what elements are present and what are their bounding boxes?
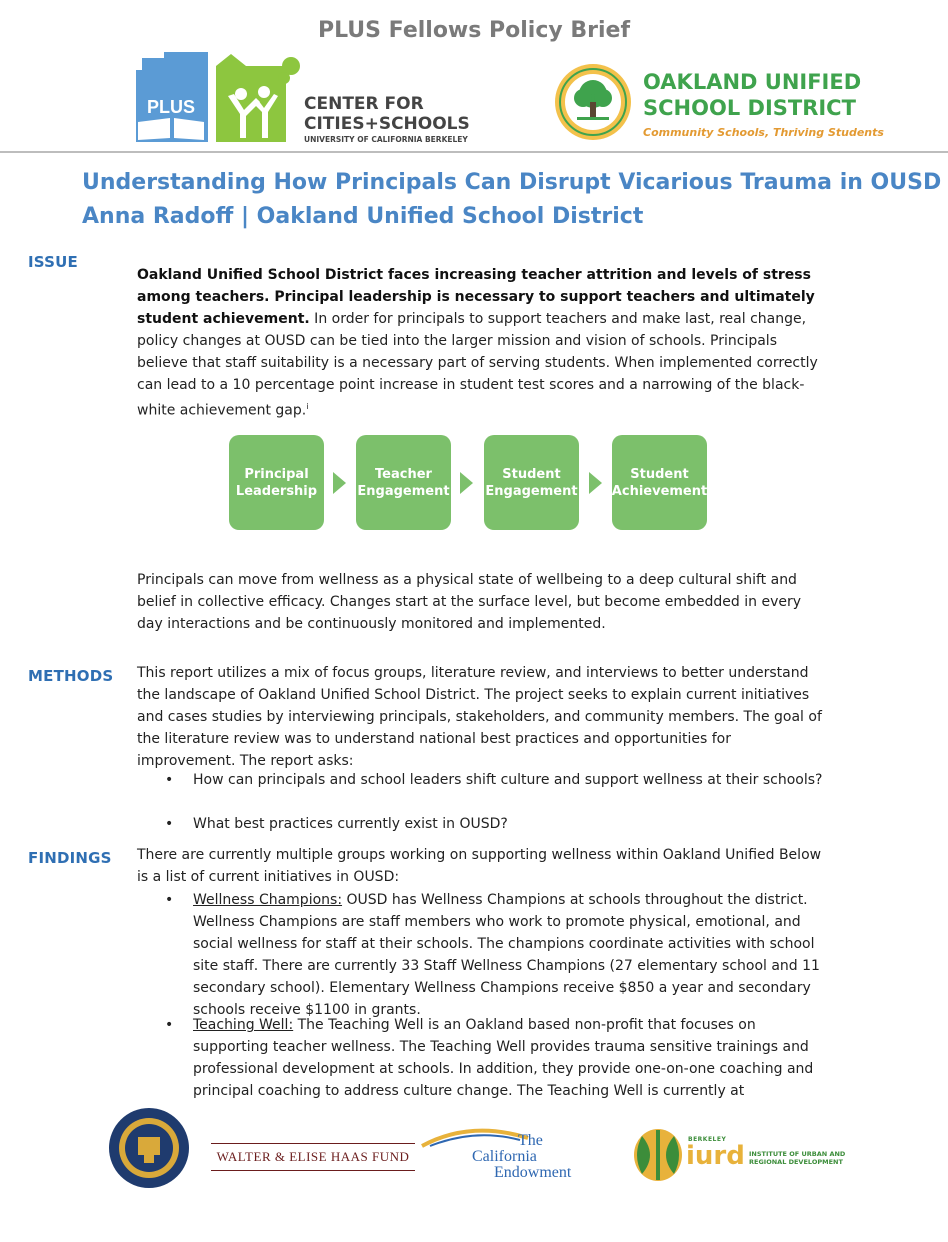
issue-bold-text: Oakland Unified School District faces increasing teacher attrition and levels of stress among teachers. Principal leadership is necessary to support teachers and ultimately student achievement. — [137, 267, 815, 327]
header-divider — [0, 151, 948, 153]
ousd-seal-icon — [553, 62, 633, 142]
findings-paragraph: There are currently multiple groups working on supporting wellness within Oakland Unified Below is a list of current initiatives in OUSD: — [137, 847, 822, 885]
teaching-well-heading: Teaching Well: — [193, 1017, 294, 1033]
flow-box-teacher-engagement: Teacher Engagement — [356, 435, 451, 530]
bullet-dot: • — [165, 772, 174, 788]
ccs-line3: UNIVERSITY OF CALIFORNIA BERKELEY — [304, 135, 468, 144]
ccs-line1: CENTER FOR — [304, 94, 424, 114]
issue-label: ISSUE — [28, 253, 78, 271]
california-endowment-logo: The California Endowment — [420, 1126, 600, 1186]
list-item: • How can principals and school leaders shift culture and support wellness at their schools? — [167, 769, 827, 813]
ousd-line1: OAKLAND UNIFIED — [643, 70, 862, 94]
issue-closing-paragraph: Principals can move from wellness as a physical state of wellbeing to a deep cultural shift and belief in collective efficacy. Changes start at the surface level, but become embedded in every day interactions and be continuously monitored and implemented. — [137, 572, 802, 632]
issue-body-text: In order for principals to support teachers and make last, real change, policy changes at OUSD can be tied into the larger mission and vision of schools. Principals believe that staff suitability is a necessary part of serving students. When implemented correctly can lead to a 10 percentage point increase in student test scores and a narrowing of the black-white achievement gap. — [137, 311, 818, 419]
bullet-dot: • — [165, 1017, 174, 1033]
methods-label: METHODS — [28, 667, 114, 685]
ousd-line2: SCHOOL DISTRICT — [643, 96, 856, 120]
globe-icon — [632, 1128, 684, 1182]
page-title: Understanding How Principals Can Disrupt Vicarious Trauma in OUSD — [82, 170, 942, 195]
flow-arrow-3 — [589, 472, 602, 494]
flow-arrow-1 — [333, 472, 346, 494]
issue-paragraph — [137, 264, 827, 422]
flow-arrow-2 — [460, 472, 473, 494]
brief-title: PLUS Fellows Policy Brief — [317, 18, 631, 43]
flow-box-principal-leadership: Principal Leadership — [229, 435, 324, 530]
methods-paragraph: This report utilizes a mix of focus groups, literature review, and interviews to better understand the landscape of Oakland Unified School District. The project seeks to explain current initiatives and cases studies by interviewing principals, stakeholders, and community members. The goal of the literature review was to understand national best practices and opportunities for improvement. The report asks: — [137, 665, 822, 769]
wellness-champions-heading: Wellness Champions: — [193, 892, 343, 908]
swoosh-icon — [420, 1126, 530, 1148]
flow-box-student-achievement: Student Achievement — [612, 435, 707, 530]
findings-label: FINDINGS — [28, 849, 112, 867]
list-item: • What best practices currently exist in OUSD? — [167, 813, 827, 835]
bullet-dot: • — [165, 816, 174, 832]
list-item: • Wellness Champions: OUSD has Wellness Champions at schools throughout the district. Wellness Champions are staff members who work to promote physical, emotional, and social wellness for staff at their schools. The champions coordinate activities with school site staff. There are currently 33 Staff Wellness Champions (27 elementary school and 11 secondary school). Elementary Wellness Champions receive $850 a year and secondary schools receive $1100 in grants. — [167, 889, 827, 1013]
flow-box-student-engagement: Student Engagement — [484, 435, 579, 530]
list-item: • Teaching Well: The Teaching Well is an Oakland based non-profit that focuses on supporting teacher wellness. The Teaching Well provides trauma sensitive trainings and professional development at schools. In addition, they provide one-on-one coaching and principal coaching to address culture change. The Teaching Well is currently at — [167, 1014, 827, 1102]
haas-fund-logo: WALTER & ELISE HAAS FUND — [211, 1143, 415, 1171]
ousd-logo — [553, 62, 884, 148]
bullet-dot: • — [165, 892, 174, 908]
ccs-logo — [136, 52, 470, 148]
uc-seal-icon — [108, 1107, 190, 1189]
ousd-tagline: Community Schools, Thriving Students — [643, 126, 884, 139]
author-line: Anna Radoff | Oakland Unified School District — [82, 204, 644, 229]
footnote-mark: i — [306, 402, 309, 411]
iurd-logo: BERKELEY iurd INSTITUTE OF URBAN AND REGIONAL DEVELOPMENT — [632, 1128, 847, 1184]
ccs-line2: CITIES+SCHOOLS — [304, 114, 470, 134]
plus-logo-text: PLUS — [147, 97, 196, 117]
